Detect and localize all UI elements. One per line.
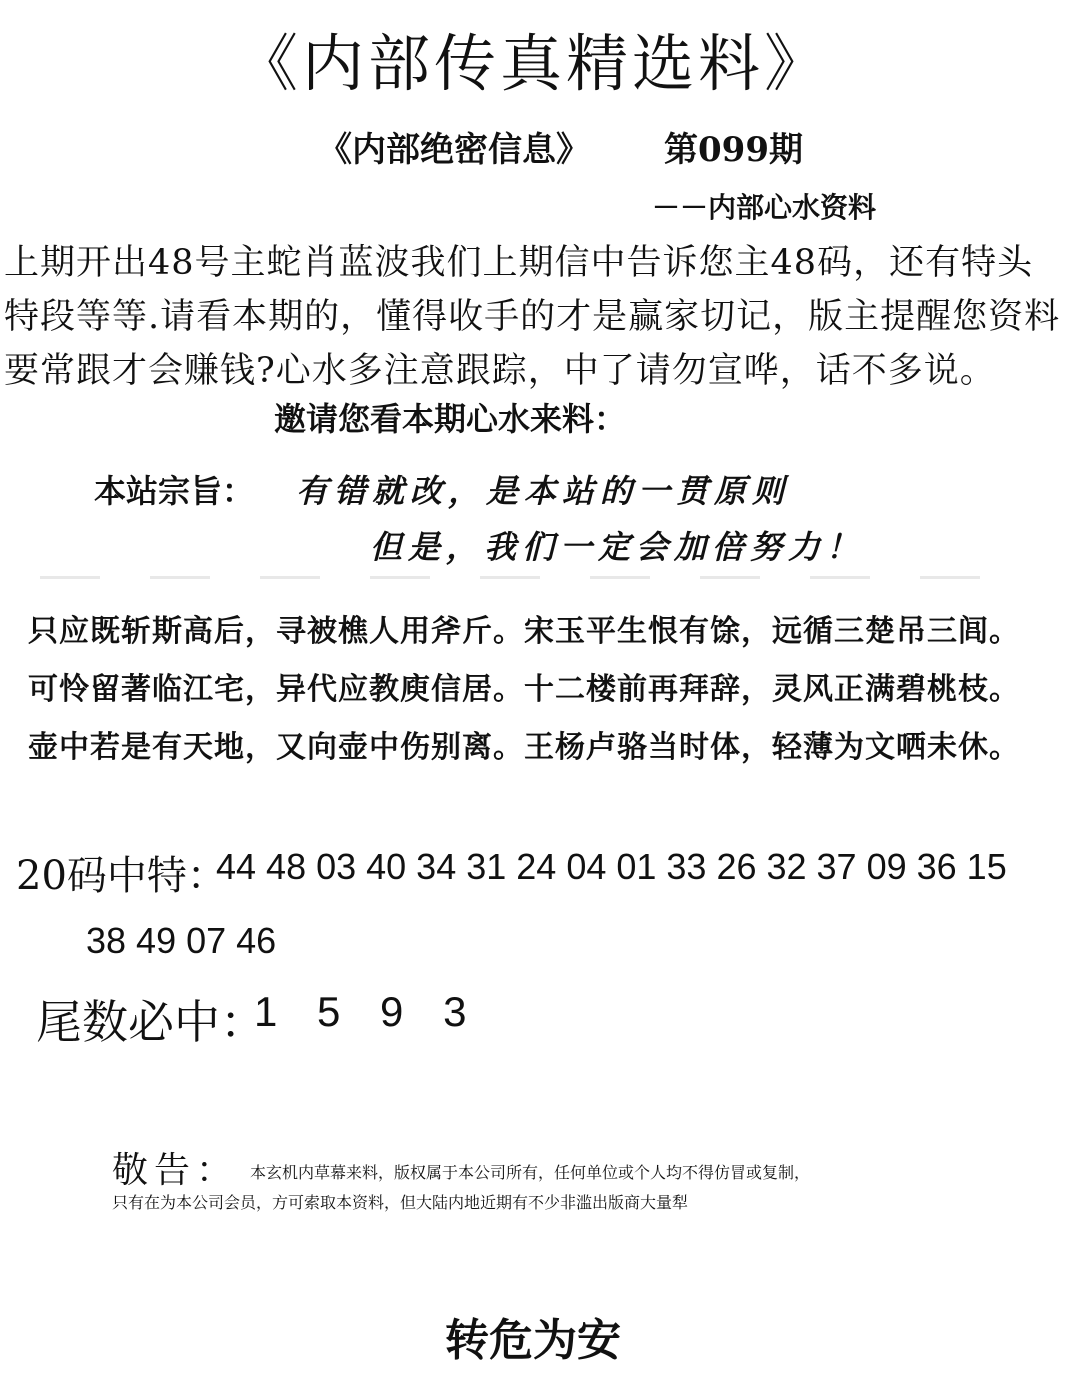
motto-line-1: 有错就改，是本站的一贯原则 (296, 472, 791, 510)
tail-label: 尾数必中： (36, 995, 266, 1049)
issue-number: 第099期 (664, 130, 803, 170)
footer-title: 转危为安 (445, 1315, 621, 1366)
numbers-label: 20码中特： (16, 853, 227, 899)
poem-line-1: 只应既斩斯高后，寻被樵人用斧斤。宋玉平生恨有馀，远循三楚吊三闾。 (28, 614, 1020, 649)
divider (40, 576, 1020, 579)
source-label: －－内部心水资料 (652, 191, 877, 224)
motto-label: 本站宗旨： (94, 472, 255, 510)
tail-values: 1 5 9 3 (254, 988, 467, 1035)
numbers-row-2: 38 49 07 46 (86, 920, 277, 961)
numbers-row-1: 44 48 03 40 34 31 24 04 01 33 26 32 37 09 36 15 (216, 846, 1007, 887)
intro-paragraph: 上期开出48号主蛇肖蓝波我们上期信中告诉您主48码，还有特头特段等等.请看本期的，懂得收手的才是赢家切记，版主提醒您资料要常跟才会赚钱?心水多注意跟踪，中了请勿宣哗，话不多说。 (4, 243, 1061, 391)
poem-line-2: 可怜留著临江宅，异代应教庾信居。十二楼前再拜辞，灵风正满碧桃枝。 (28, 672, 1020, 707)
page-title: 《内部传真精选料》 (235, 27, 830, 100)
invite-line: 邀请您看本期心水来料： (274, 400, 627, 438)
notice-line-2: 只有在为本公司会员，方可索取本资料，但大陆内地近期有不少非滥出版商大量犁 (112, 1193, 689, 1212)
poem-line-3: 壶中若是有天地，又向壶中伤别离。王杨卢骆当时体，轻薄为文哂未休。 (28, 730, 1020, 765)
motto-line-2: 但是，我们一定会加倍努力！ (370, 528, 865, 566)
notice-line-1: 本玄机内草幕来料，版权属于本公司所有，任何单位或个人均不得仿冒或复制， (250, 1163, 811, 1182)
subtitle: 《内部绝密信息》 (318, 130, 590, 170)
notice-label: 敬告： (112, 1150, 239, 1191)
